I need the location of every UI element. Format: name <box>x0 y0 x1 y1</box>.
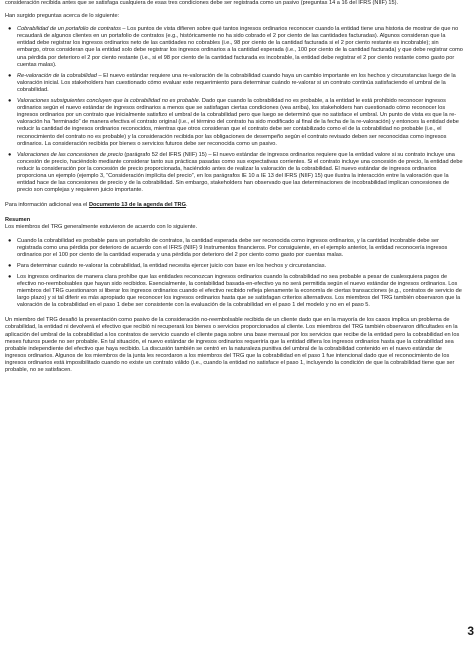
summary-bullet: ● Los ingresos ordinarios de manera clara prohíbe que las entidades reconozcan ingresos ordinarios cuando la cobrabilidad no sea probable a pesar de cualesquiera pagos de efectivo no-reembolsables que hayan sido recibidos. Esencialmente, la contabilidad basada-en-efectivo ya no será permitida según el nuevo estándar de ingresos ordinarios. Los miembros del TRG cuestionaron si liberar los ingresos ordinarios cuando el efectivo recibido refleja plenamente la economía de ciertas transacciones (e.g., contratos de servicio de largo plazo) y si tal diferir es más apropiado que reconocer los ingresos ordinarios hasta que se satisfagan criterios alternativos. Los miembros del TRG también observaron que la valoración de la cobrabilidad en el paso 1 debe ser consistente con la evaluación de la cobrabilidad en el paso 1 del modelo y no en el paso 5. <box>5 274 463 309</box>
final-paragraph: Un miembro del TRG desafió la presentación como pasivo de la consideración no-reembolsable recibida de un cliente dado que en la mayoría de los casos implica un problema de cobrabilidad, la entidad ni devolverá el efectivo que recibió ni recuperará los bienes o servicios proporcionados al cliente. Los miembros del TRG también observaron dificultades en la aplicación del umbral de la cobrabilidad a los contratos de servicio cuando el cliente paga sobre una base mensual por los servicios que recibe de la entidad pero la cobrabilidad en los meses futuros puede no ser probable. En tal situación, el nuevo estándar de ingresos ordinarios requeriría que la entidad difiera los ingresos ordinarios hasta que la cobrabilidad sea probable independiente del efectivo que haya recibido. La discusión también se centró en la naturaleza punitiva del umbral de la cobrabilidad contenido en el nuevo estándar de ingresos ordinarios. Algunos de los miembros de la junta les recordaron a los miembros del TRG que la cobrabilidad en el paso 1 fue intencional dado que el reconocimiento de los ingresos ordinarios está imposibilitado cuando no existe un contrato válido (i.e., cuando la entidad no satisface el paso 1, incluyendo la condición de que la cobrabilidad tiene que ser probable, no se satisfacen. <box>5 317 460 374</box>
bullet-title: Valoraciones de las concesiones de precio <box>17 151 123 158</box>
bullet-subsequent <box>5 98 463 148</box>
intro-paragraph: consideración recibida antes que se satisfaga cualquiera de esas tres condiciones debe ser registrada como un pasivo (preguntas 14 a 16 del IFRS (NIIF) 15). <box>5 0 399 6</box>
agenda-link[interactable]: Documento 13 de la agenda del TRG <box>88 202 186 209</box>
summary-lead: Los miembros del TRG generalmente estuvieron de acuerdo con lo siguiente. <box>5 224 198 231</box>
page-number: 3 <box>467 624 474 638</box>
bullet-icon: ● <box>8 237 12 244</box>
bullet-icon: ● <box>8 26 12 33</box>
bullet-title: Cobrabilidad de un portafolio de contratos <box>17 26 121 33</box>
bullet-title: Re-valoración de la cobrabilidad <box>17 72 97 79</box>
more-info-paragraph: Para información adicional vea el Documento 13 de la agenda del TRG. <box>5 202 188 209</box>
bullet-body: – El nuevo estándar requiere una re-valoración de la cobrabilidad cuando haya un cambio importante en los hechos y circunstancias luego de la valoración inicial. Los stakeholders han cuestionado cómo evaluar este requerimiento para determinar cuándo re-valorar si un contrato continúa satisfaciendo el umbral de la cobrabilidad. <box>17 72 456 93</box>
bullet-reassessment <box>5 73 463 94</box>
bullet-body: . Dado que cuando la cobrabilidad no es probable, a la entidad le está prohibido reconocer ingresos ordinarios según el nuevo estándar de ingresos ordinarios a menos que se satisfagan ciertas condiciones (vea arriba), los stakeholders han cuestionado cómo reconocer los ingresos ordinarios por un contrato que inicialmente satisfizo el umbral de la cobrabilidad pero que luego se determinó que no satisface el umbral. Un punto de vista es que la re-valoración ha “terminado” de manera efectiva el contrato original (i.e., el término del contrato ha sido modificado al final de la fecha de la re-valoración) y entonces la entidad debe reducir la cantidad de ingresos ordinarios reconocidos, mientras que otros consideran que el contrato debe ser contabilizado como el de la cobrabilidad no probable (i.e., el reconocimiento del contrato no es probable) y la consideración recibida por las obligaciones de desempeño según el contrato revisado deben ser reconocidas como ingresos ordinarios. La consideración recibida por bienes o servicios futuros debe ser reconocida como un pasivo. <box>17 98 459 147</box>
bullet-icon: ● <box>8 262 12 269</box>
summary-bullet: ● Cuando la cobrabilidad es probable para un portafolio de contratos, la cantidad esperada debe ser reconocida como ingresos ordinarios, y la cantidad incobrable debe ser registrada como una pérdida por deterioro de acuerdo con el IFRS (NIIF) 9 Instrumentos financieros. Por consiguiente, en el ejemplo anterior, la entidad reconocería ingresos ordinarios por el 100 por ciento de la cantidad esperada y una pérdida por deterioro del 2 por ciento como gasto por cuentas malas. <box>5 238 463 259</box>
bullet-icon: ● <box>8 72 12 79</box>
bullet-icon: ● <box>8 273 12 280</box>
document-page <box>5 0 463 374</box>
summary-heading: Resumen <box>5 217 31 224</box>
summary-bullet: ● Para determinar cuándo re-valorar la cobrabilidad, la entidad necesita ejercer juicio con base en los hechos y circunstancias. <box>5 263 463 270</box>
bullet-body: (parágrafo 52 del IFRS (NIIF) 15) – El nuevo estándar de ingresos ordinarios requiere que la entidad valore si su contrato incluye una concesión de precio, haciéndolo mediante considerar tanto sus prácticas pasadas como sus expectativas corrientes. Si el contrato incluye una concesión de precio, la entidad debe reducir la consideración por la concesión de precio proporcionada, haciéndolo antes de realizar la valoración de la cobrabilidad. El nuevo estándar de ingresos ordinarios proporciona un ejemplo (ejemplo 3, “Consideración implícita del precio”, en los parágrafos IE 10 a IE 13 del IFRS (NIIF) 15) que ilustra la interacción entre la valoración que la entidad hace de las concesiones de precio y de la cobrabilidad. Sin embargo, stakeholders han observado que las determinaciones de incobrabilidad implican concesiones de precio son complejas y requieren juicio importante. <box>17 151 463 194</box>
bullet-icon: ● <box>8 98 12 105</box>
bullet-price-concessions <box>5 152 463 195</box>
bullet-icon: ● <box>8 151 12 158</box>
views-paragraph: Han surgido preguntas acerca de lo siguiente: <box>5 13 120 20</box>
bullet-body: – Los puntos de vista difieren sobre qué tantos ingresos ordinarios reconocer cuando la entidad tiene una historia de mostrar de que no recaudará de algunos clientes en un portafolio de contratos (e.g., históricamente no ha sido cobrado el 2 por ciento de las cantidades facturadas). Algunos consideran que la entidad debe registrar los ingresos ordinarios neto de las cantidades no cobrables (i.e., 98 por ciento de la cantidad facturada si el 2 por ciento restante es incobrable); sin embargo, otros consideran que la entidad solo debe registrar los ingresos ordinarios a la cantidad esperada (i.e., 100 por ciento de la cantidad facturada) y que debe registrar como una pérdida por deterioro el 2 por ciento restante (i.e., si el 98 por ciento de la cantidad facturada es incobrable, la entidad debe registrar el 2 por ciento restante como gasto por cuentas malas). <box>17 26 463 68</box>
bullet-title: Valoraciones subsiguientes concluyen que la cobrabilidad no es probable <box>17 98 199 105</box>
bullet-portfolio <box>5 26 463 69</box>
